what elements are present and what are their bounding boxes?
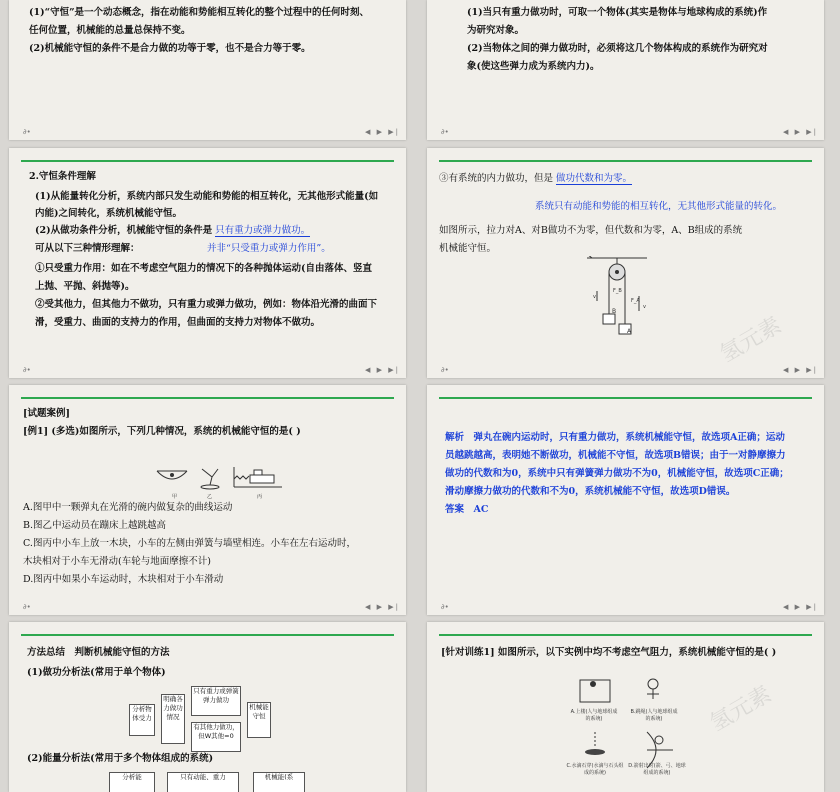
option-d: D.图丙中如果小车运动时，木块相对于小车滑动	[23, 574, 224, 585]
watermark: 氢元素	[706, 681, 776, 737]
slide-1	[9, 0, 406, 140]
text-line: 内能)之间转化，系统机械能守恒。	[35, 208, 182, 219]
text-line: ①只受重力作用：如在不考虑空气阻力的情况下的各种抛体运动(自由落体、竖直	[35, 263, 372, 274]
slide-nav[interactable]: ◀ ▶ ▶|	[365, 366, 400, 374]
page-icon: ∂•	[23, 366, 31, 374]
text-line: 象(使这些弹力成为系统内力)。	[467, 61, 600, 72]
text-line: ②受其他力，但其他力不做功，只有重力或弹力做功，例如：物体沿光滑的曲面下	[35, 299, 378, 310]
analysis-line: 解析 弹丸在碗内运动时，只有重力做功，系统机械能守恒，故选项A正确；运动	[445, 432, 785, 443]
highlight-text: 做功代数和为零。	[556, 173, 633, 184]
caption-d: D.箭射出时(箭、弓、地球组成的系统)	[628, 763, 686, 776]
section-head: [试题案例]	[23, 408, 70, 419]
method-2: (2)能量分析法(常用于多个物体组成的系统)	[27, 753, 214, 764]
page-icon: ∂•	[441, 366, 449, 374]
question-text: [例1] (多选)如图所示，下列几种情况，系统的机械能守恒的是( )	[23, 426, 301, 437]
text-line: (2)当物体之间的弹力做功时，必须将这几个物体构成的系统作为研究对	[467, 43, 768, 54]
flow-box: 机械能(系	[253, 772, 305, 792]
slide-nav[interactable]: ◀ ▶ ▶|	[365, 603, 400, 611]
method-1: (1)做功分析法(常用于单个物体)	[27, 667, 166, 678]
text-line: 机械能守恒。	[439, 243, 497, 254]
caption-c: C.水滴石穿(水滴与石头组成的系统)	[566, 763, 624, 776]
flow-box: 只有动能、重力	[167, 772, 239, 792]
section-title: 2.守恒条件理解	[29, 171, 96, 182]
label-b: B	[612, 308, 617, 315]
watermark: 氢元素	[716, 312, 786, 368]
caption-b: B.跳绳(人与地球组成的系统)	[630, 709, 678, 722]
caption-a: A.上楼(人与地球组成的系统)	[570, 709, 618, 722]
slide-nav[interactable]: ◀ ▶ ▶|	[783, 128, 818, 136]
text-line: (1)从能量转化分析，系统内部只发生动能和势能的相互转化，无其他形式能量(如	[35, 191, 379, 202]
text-line: 滑，受重力、曲面的支持力的作用，但曲面的支持力对物体不做功。	[35, 317, 321, 328]
slide-5	[9, 385, 406, 615]
experiment-figure	[154, 465, 284, 493]
text-line: (2)机械能守恒的条件不是合力做的功等于零，也不是合力等于零。	[29, 43, 311, 54]
note-text: 并非“只受重力或弹力作用”。	[207, 243, 331, 254]
analysis-line: 做功的代数和为0，系统中只有弹簧弹力做功不为0，机械能守恒，故选项C正确；	[445, 468, 789, 479]
note-text: 系统只有动能和势能的相互转化，无其他形式能量的转化。	[535, 201, 783, 212]
slide-nav[interactable]: ◀ ▶ ▶|	[783, 366, 818, 374]
page-icon: ∂•	[23, 603, 31, 611]
section-title: 方法总结 判断机械能守恒的方法	[27, 647, 170, 658]
flow-box: 分析能	[109, 772, 155, 792]
flow-box: 分析物体受力	[129, 704, 155, 736]
slide-8	[427, 622, 824, 792]
option-b: B.图乙中运动员在蹦床上越跳越高	[23, 520, 167, 531]
accent-bar	[21, 160, 394, 162]
option-a: A.图甲中一颗弹丸在光滑的碗内做复杂的曲线运动	[23, 502, 233, 513]
text-line: 任何位置，机械能的总量总保持不变。	[29, 25, 191, 36]
slide-4	[427, 148, 824, 378]
page-icon: ∂•	[23, 128, 31, 136]
text-line: 为研究对象。	[467, 25, 525, 36]
slide-6	[427, 385, 824, 615]
accent-bar	[439, 634, 812, 636]
label-v: v	[593, 294, 596, 300]
text-line	[439, 170, 632, 188]
answer-line: 答案 AC	[445, 504, 489, 515]
text-line: (1)“守恒”是一个动态概念，指在动能和势能相互转化的整个过程中的任何时刻、	[29, 7, 370, 18]
accent-bar	[439, 160, 812, 162]
text-line	[35, 222, 310, 240]
text-line: (1)当只有重力做功时，可取一个物体(其实是物体与地球构成的系统)作	[467, 7, 768, 18]
accent-bar	[21, 397, 394, 399]
flow-box: 机械能守恒	[247, 702, 271, 738]
figure-caption: 甲	[172, 494, 178, 500]
page-icon: ∂•	[441, 128, 449, 136]
text-span: (2)从做功条件分析，机械能守恒的条件是	[35, 225, 213, 236]
label-a: A	[627, 328, 632, 335]
text-line: 上抛、平抛、斜抛等)。	[35, 281, 135, 292]
slide-nav[interactable]: ◀ ▶ ▶|	[365, 128, 400, 136]
flow-box: 只有重力或弹簧弹力做功	[191, 686, 241, 716]
figure-caption: 乙	[207, 494, 213, 500]
analysis-line: 员越跳越高，表明她不断做功，机械能不守恒，故选项B错误；由于一对静摩擦力	[445, 450, 786, 461]
question-text: [针对训练1] 如图所示，以下实例中均不考虑空气阻力，系统机械能守恒的是( )	[441, 647, 777, 658]
text-line: 可从以下三种情形理解：	[35, 243, 140, 254]
accent-bar	[21, 634, 394, 636]
highlight-text: 只有重力或弹力做功。	[215, 225, 311, 236]
label-v: v	[643, 304, 646, 310]
label-fb: F_B	[613, 288, 622, 294]
label-fa: F_A	[631, 298, 640, 304]
slide-3	[9, 148, 406, 378]
slide-nav[interactable]: ◀ ▶ ▶|	[783, 603, 818, 611]
option-c: C.图丙中小车上放一木块，小车的左侧由弹簧与墙壁相连。小车在左右运动时，	[23, 538, 356, 549]
slide-7	[9, 622, 406, 792]
accent-bar	[439, 397, 812, 399]
text-span: ③有系统的内力做功，但是	[439, 173, 554, 184]
analysis-line: 滑动摩擦力做功的代数和不为0，系统机械能不守恒，故选项D错误。	[445, 486, 736, 497]
figure-caption: 丙	[257, 494, 263, 500]
flow-box: 有其他力做功，但W其他=0	[191, 722, 241, 752]
slide-2	[427, 0, 824, 140]
page-icon: ∂•	[441, 603, 449, 611]
option-c-cont: 木块相对于小车无滑动(车轮与地面摩擦不计)	[23, 556, 211, 567]
text-line: 如图所示，拉力对A、对B做功不为零，但代数和为零，A、B组成的系统	[439, 225, 743, 236]
flow-box: 明确各力做功情况	[161, 694, 185, 744]
